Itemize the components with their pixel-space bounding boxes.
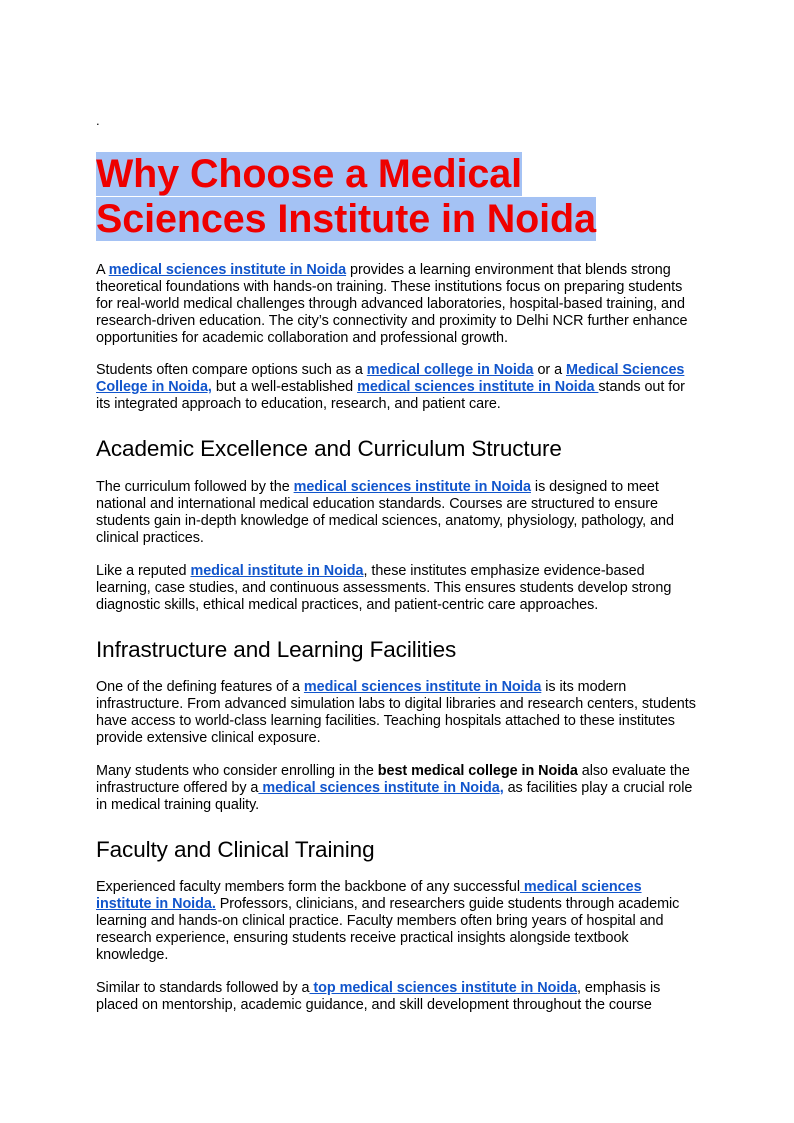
text: or a	[533, 362, 566, 378]
text: Students often compare options such as a	[96, 362, 367, 378]
title-line-1: Why Choose a Medical	[96, 152, 523, 196]
page-title	[96, 152, 706, 242]
infrastructure-paragraph-2	[96, 763, 700, 814]
section-heading-infrastructure	[96, 636, 700, 664]
faculty-paragraph-2	[96, 980, 700, 1014]
title-line-2: Sciences Institute in Noida	[96, 197, 596, 241]
section-heading: Infrastructure and Learning Facilities	[96, 637, 457, 662]
text: Like a reputed	[96, 563, 191, 579]
text: Similar to standards followed by a	[96, 980, 310, 996]
section-heading-faculty	[96, 836, 700, 864]
text: A	[96, 262, 109, 278]
text: provides a learning environment that blends strong theoretical foundations with hands-on training. These institutions focus on preparing students for real-world medical challenges through advanced laboratories, hospital-based training, and research-driven education. The city’s connectivity and proximity to Delhi NCR further enhance opportunities for academic collaboration and professional growth.	[96, 262, 688, 346]
text: also evaluate the infrastructure offered by a	[96, 763, 690, 796]
bold-best-medical-college: best medical college in Noida	[377, 763, 578, 779]
leading-dot: .	[96, 113, 100, 128]
text: , emphasis is placed on mentorship, academic guidance, and skill development throughout the course	[96, 980, 661, 1013]
text: but a well-established	[211, 379, 358, 395]
intro-paragraph-1	[96, 262, 700, 347]
section-heading: Faculty and Clinical Training	[96, 837, 375, 862]
text: stands out for its integrated approach to education, research, and patient care.	[96, 379, 685, 412]
text: is its modern infrastructure. From advanced simulation labs to digital libraries and research centers, students have access to world-class learning facilities. Teaching hospitals attached to these institutes provide extensive clinical exposure.	[96, 679, 696, 746]
text: Experienced faculty members form the backbone of any successful	[96, 879, 520, 895]
text: Many students who consider enrolling in the	[96, 763, 378, 779]
text: is designed to meet national and international medical education standards. Courses are structured to ensure students gain in-depth knowledge of medical sciences, anatomy, physiology, pathology, and clinical practices.	[96, 479, 674, 546]
link-medical-sciences-college[interactable]: Medical Sciences College in Noida,	[96, 362, 685, 395]
text: The curriculum followed by the	[96, 479, 294, 495]
link-medical-college[interactable]: medical college in Noida	[366, 362, 534, 378]
text: Professors, clinicians, and researchers guide students through academic learning and hands-on clinical practice. Faculty members often bring years of hospital and research experience, ensuring students receive practical insights alongside textbook knowledge.	[96, 896, 680, 963]
faculty-paragraph-1	[96, 879, 700, 964]
infrastructure-paragraph-1	[96, 679, 700, 747]
link-medical-sciences-institute[interactable]: medical sciences institute in Noida	[293, 479, 531, 495]
text: , these institutes emphasize evidence-based learning, case studies, and continuous assessments. This ensures students develop strong diagnostic skills, ethical medical practices, and patient-centric care approaches.	[96, 563, 672, 613]
section-heading-academic	[96, 435, 700, 463]
text: One of the defining features of a	[96, 679, 304, 695]
link-medical-sciences-institute[interactable]: medical sciences institute in Noida.	[96, 879, 642, 912]
link-medical-sciences-institute[interactable]: medical sciences institute in Noida	[357, 379, 599, 395]
link-medical-sciences-institute[interactable]: medical sciences institute in Noida	[108, 262, 347, 278]
link-medical-sciences-institute[interactable]: medical sciences institute in Noida	[303, 679, 542, 695]
text: as facilities play a crucial role in medical training quality.	[96, 780, 693, 813]
section-heading: Academic Excellence and Curriculum Structure	[96, 436, 562, 461]
academic-paragraph-2	[96, 563, 700, 614]
link-medical-sciences-institute[interactable]: medical sciences institute in Noida,	[258, 780, 504, 796]
intro-paragraph-2	[96, 362, 700, 413]
link-top-medical-sciences-institute[interactable]: top medical sciences institute in Noida	[309, 980, 577, 996]
link-medical-institute[interactable]: medical institute in Noida	[190, 563, 364, 579]
academic-paragraph-1	[96, 479, 700, 547]
